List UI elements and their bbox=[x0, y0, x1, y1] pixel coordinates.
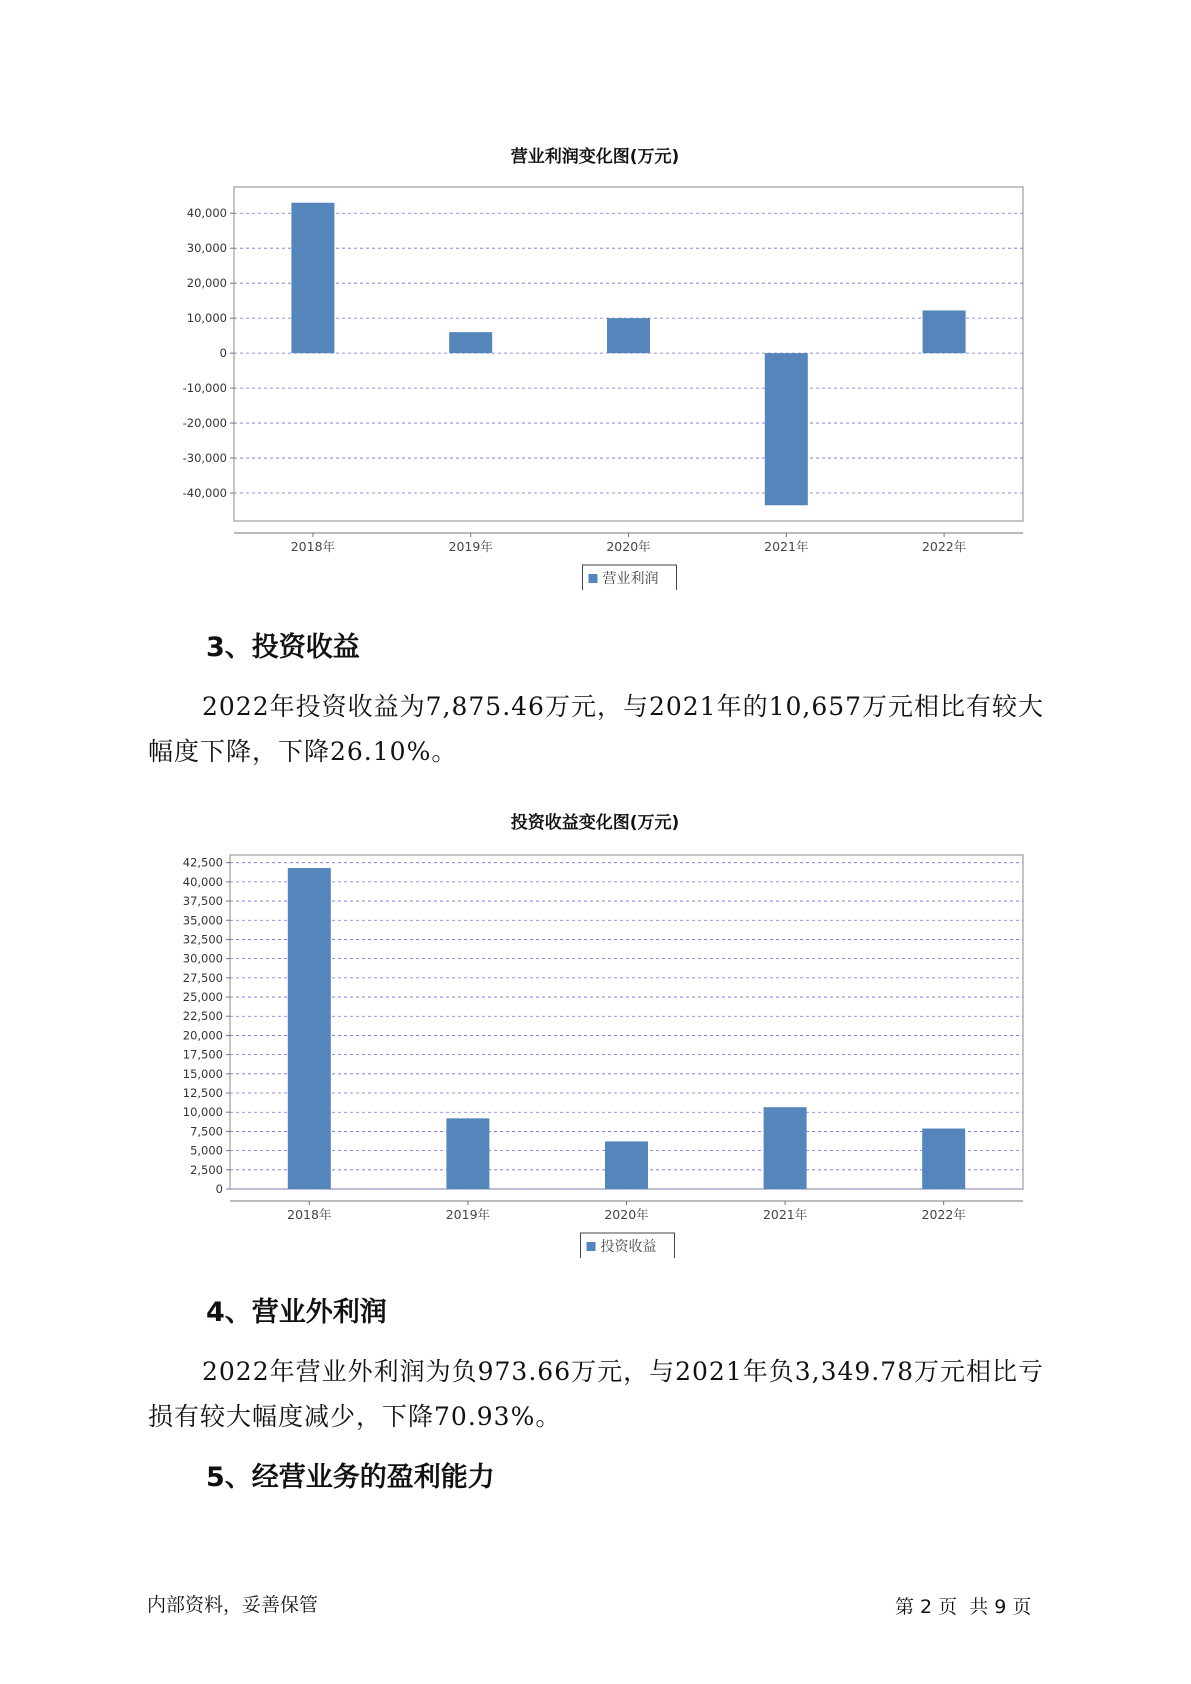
section-3-line2: 幅度下降，下降26.10%。 bbox=[148, 737, 458, 766]
y-tick-label: 15,000 bbox=[182, 1066, 223, 1081]
x-tick-label: 2020年 bbox=[604, 1207, 649, 1222]
x-tick-label: 2018年 bbox=[287, 1207, 332, 1222]
bar bbox=[764, 1107, 807, 1189]
y-tick-label: 40,000 bbox=[186, 206, 227, 221]
y-tick-label: 27,500 bbox=[182, 970, 223, 985]
y-tick-label: 7,500 bbox=[190, 1124, 223, 1139]
investment-income-chart bbox=[150, 838, 1030, 1258]
y-tick-label: 5,000 bbox=[190, 1143, 223, 1158]
section-4-heading: 4、营业外利润 bbox=[206, 1297, 387, 1328]
y-tick-label: 10,000 bbox=[186, 311, 227, 326]
x-tick-label: 2020年 bbox=[606, 539, 651, 554]
plot-area bbox=[230, 855, 1023, 1189]
x-tick-label: 2022年 bbox=[921, 1207, 966, 1222]
x-tick-label: 2021年 bbox=[762, 1207, 808, 1222]
bar bbox=[922, 1129, 965, 1189]
y-tick-label: -20,000 bbox=[182, 416, 227, 431]
section-3-heading: 3、投资收益 bbox=[206, 632, 360, 663]
bar bbox=[446, 1118, 489, 1189]
bar bbox=[449, 332, 492, 353]
y-tick-label: 0 bbox=[219, 346, 227, 361]
section-5-heading: 5、经营业务的盈利能力 bbox=[206, 1462, 495, 1493]
bar bbox=[288, 868, 331, 1189]
section-3-line1: 2022年投资收益为7,875.46万元，与2021年的10,657万元相比有较大 bbox=[202, 692, 1045, 721]
x-tick-label: 2019年 bbox=[448, 539, 493, 554]
footer-page-number: 第 2 页 共 9 页 bbox=[895, 1596, 1032, 1618]
bar bbox=[605, 1141, 648, 1189]
y-tick-label: 30,000 bbox=[186, 241, 227, 256]
y-tick-label: 25,000 bbox=[182, 990, 223, 1005]
legend-swatch bbox=[587, 1242, 596, 1251]
bar bbox=[291, 203, 334, 353]
y-tick-label: -30,000 bbox=[182, 451, 227, 466]
y-tick-label: 20,000 bbox=[186, 276, 227, 291]
chart2-title: 投资收益变化图(万元) bbox=[510, 813, 680, 833]
x-tick-label: 2022年 bbox=[921, 539, 967, 554]
plot-area bbox=[234, 187, 1023, 521]
y-tick-label: 37,500 bbox=[182, 894, 223, 909]
y-tick-label: 30,000 bbox=[182, 951, 223, 966]
y-tick-label: 40,000 bbox=[182, 874, 223, 889]
y-tick-label: -40,000 bbox=[182, 486, 227, 501]
y-tick-label: 32,500 bbox=[182, 932, 223, 947]
legend-label: 营业利润 bbox=[602, 571, 659, 587]
operating-profit-chart bbox=[150, 170, 1030, 590]
x-tick-label: 2018年 bbox=[290, 539, 336, 554]
bar bbox=[607, 318, 650, 353]
footer-confidential: 内部资料，妥善保管 bbox=[147, 1594, 319, 1616]
y-tick-label: 22,500 bbox=[182, 1009, 223, 1024]
y-tick-label: 10,000 bbox=[182, 1105, 223, 1120]
y-tick-label: 35,000 bbox=[182, 913, 223, 928]
y-tick-label: -10,000 bbox=[182, 381, 227, 396]
bar bbox=[923, 310, 966, 353]
bar bbox=[765, 353, 808, 505]
y-tick-label: 20,000 bbox=[182, 1028, 223, 1043]
y-tick-label: 42,500 bbox=[182, 855, 223, 870]
y-tick-label: 17,500 bbox=[182, 1047, 223, 1062]
legend-label: 投资收益 bbox=[600, 1239, 657, 1255]
x-tick-label: 2019年 bbox=[445, 1207, 491, 1222]
y-tick-label: 0 bbox=[215, 1182, 223, 1196]
chart1-title: 营业利润变化图(万元) bbox=[510, 147, 680, 167]
legend-swatch bbox=[589, 574, 598, 583]
section-4-line2: 损有较大幅度减少，下降70.93%。 bbox=[148, 1402, 562, 1431]
section-4-line1: 2022年营业外利润为负973.66万元，与2021年负3,349.78万元相比亏 bbox=[202, 1357, 1045, 1386]
y-tick-label: 12,500 bbox=[182, 1086, 223, 1101]
x-tick-label: 2021年 bbox=[764, 539, 809, 554]
y-tick-label: 2,500 bbox=[190, 1162, 223, 1177]
